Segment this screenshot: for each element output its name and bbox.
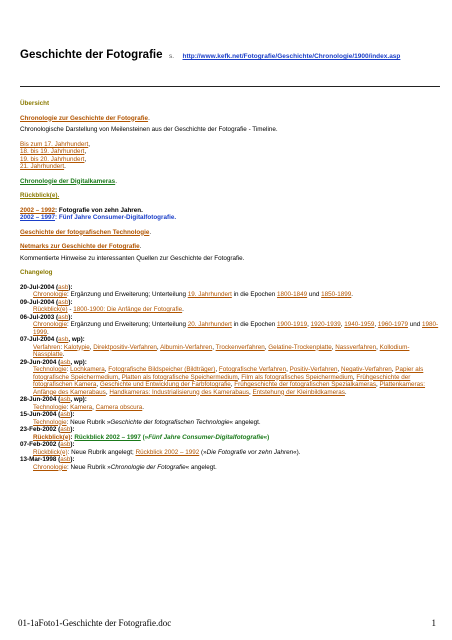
century-link-4[interactable]: 21. Jahrhundert: [20, 163, 65, 170]
changelog-entry: 28-Jun-2004 (asb, wp): Technologie: Kamera, Camera obscura.: [20, 396, 144, 411]
digital-cameras-link[interactable]: Chronologie der Digitalkameras: [20, 177, 116, 185]
page-header: [20, 45, 440, 63]
review-list: 2002 – 1992: Fotografie von zehn Jahren. 2002 – 1997: Fünf Jahre Consumer-Digitalfotografie.: [20, 206, 177, 221]
review-link[interactable]: Rückblick(e).: [20, 192, 60, 199]
title-suffix: s.: [168, 53, 175, 60]
technology-history-link[interactable]: Geschichte der fotografischen Technologie: [20, 228, 150, 236]
century-link-2[interactable]: 18. bis 19. Jahrhundert: [20, 148, 85, 155]
footer-filename: 01-1aFoto1-Geschichte der Fotografie.doc: [18, 618, 172, 628]
changelog-entry: 20-Jul-2004 (asb): Chronologie: Ergänzung und Erweiterung; Unterteilung 19. Jahrhundert in die Epochen 1800-1849 und 1850-1899.: [20, 283, 354, 298]
century-list: Bis zum 17. Jahrhundert, 18. bis 19. Jahrhundert, 19. bis 20. Jahrhundert, 21. Jahrhundert.: [20, 140, 91, 170]
author-link[interactable]: asb: [60, 426, 71, 433]
author-link[interactable]: asb: [58, 298, 69, 306]
author-link[interactable]: asb: [60, 396, 71, 403]
author-link[interactable]: asb: [60, 456, 71, 463]
author-link[interactable]: asb: [58, 336, 69, 343]
review-2002-1997-link[interactable]: 2002 – 1997: [20, 214, 56, 221]
author-link[interactable]: asb: [60, 441, 71, 448]
netmarks-link[interactable]: Netmarks zur Geschichte der Fotografie: [20, 243, 140, 250]
changelog-entry: 29-Jun-2004 (asb, wp): Technologie: Lochkamera, Fotografische Bildspeicher (Bildträger), Fotografische Verfahren, Positiv-Verfahren, Negativ-Verfahren, Papier als fotografische Speichermedium, Platten als fotografische Speichermedium, Film als fotografisches Speichermedium, Frühgeschichte der fotografischen Kamera, Geschichte und Entwicklung der Farbfotografie, Frühgeschichte der fotografischen Spezialkameras, Plattenkameras: Anfänge des Kamerabaus, Handkameras: Industrialisierung des Kamerabaus, Entstehung der Kleinbildkameras.: [20, 358, 426, 396]
page-footer: [18, 618, 436, 628]
century-link-3[interactable]: 19. bis 20. Jahrhundert: [20, 155, 85, 163]
author-link[interactable]: asb: [58, 313, 69, 321]
review-2002-1992-link[interactable]: 2002 – 1992: [20, 206, 56, 214]
changelog-heading: Changelog: [20, 269, 53, 276]
document-body: Übersicht Chronologie zur Geschichte der Fotografie. Chronologische Darstellung von Meilensteinen aus der Geschichte der Fotografie - Timeline. Bis zum 17. Jahrhundert, 18. bis 19. Jahrhundert, 19. bis 20. Jahrhundert, 21. Jahrhundert. Chronologie der Digitalkameras. Rückblick(e). 2002 – 1992: Fotografie von zehn Jahren. 2002 – 1997: Fünf Jahre Consumer-Digitalfotografie. Geschichte der fotografischen Technologie. Netmarks zur Geschichte der Fotografie. Kommentierte Hinweise zu interessanten Quellen zur Geschichte der Fotografie. Changelog 20-Jul-2004 (asb): Chronologie: Ergänzung und Erweiterung; Unterteilung 19. Jahrhundert in die Epochen 1800-1849 und 1850-1899. 09-Jul-2004 (asb): Rückblick(e) - 1800-1900: Die Anfänge der Fotografie. 06-Jul-2003 (asb): Chronologie: Ergänzung und Erweiterung; Unterteilung 20. Jahrhundert in die Epochen 1900-1919, 1920-1939, 1940-1959, 1960-1979 und 1980-1999. 07-Jul-2004 (asb, wp): Verfahren: Kalotypie, Direktpositiv-Verfahren, Albumin-Verfahren, Trockenverfahren, Gelatine-Trockenplatte, Nassverfahren, Kollodium-Nassplatte. 29-Jun-2004 (asb, wp): Technologie: Lochkamera, Fotografische Bildspeicher (Bildträger), Fotografische Verfahren, Positiv-Verfahren, Negativ-Verfahren, Papier als fotografische Speichermedium, Platten als fotografische Speichermedium, Film als fotografisches Speichermedium, Frühgeschichte der fotografischen Kamera, Geschichte und Entwicklung der Farbfotografie, Frühgeschichte der fotografischen Spezialkameras, Plattenkameras: Anfänge des Kamerabaus, Handkameras: Industrialisierung des Kamerabaus, Entstehung der Kleinbildkameras. 28-Jun-2004 (asb, wp): Technologie: Kamera, Camera obscura. 15-Jun-2004 (asb): Technologie: Neue Rubrik »Geschichte der fotografischen Technologie« angelegt. 23-Feb-2002 (asb): Rückblick(e): Rückblick 2002 – 1997 (»Fünf Jahre Consumer-Digitalfotografie«) 07-Feb-2002 (asb): Rückblick(e): Neue Rubrik angelegt; Rückblick 2002 – 1992 (»Die Fotografie vor zehn Jahren«). 13-Mar-1998 (asb): Chronologie: Neue Rubrik »Chronologie der Fotografie« angelegt.: [20, 100, 439, 471]
netmarks-description: Kommentierte Hinweise zu interessanten Quellen zur Geschichte der Fotografie.: [20, 254, 245, 262]
source-url-link[interactable]: http://www.kefk.net/Fotografie/Geschichte/Chronologie/1900/index.asp: [182, 53, 401, 60]
changelog-entry: 23-Feb-2002 (asb): Rückblick(e): Rückblick 2002 – 1997 (»Fünf Jahre Consumer-Digitalfotografie«): [20, 426, 270, 441]
changelog-entry: 15-Jun-2004 (asb): Technologie: Neue Rubrik »Geschichte der fotografischen Technologie« angelegt.: [20, 411, 261, 426]
chronology-description: Chronologische Darstellung von Meilensteinen aus der Geschichte der Fotografie - Timeline.: [20, 126, 278, 133]
overview-heading: Übersicht: [20, 100, 50, 107]
author-link[interactable]: asb: [60, 358, 71, 366]
changelog-entry: 06-Jul-2003 (asb): Chronologie: Ergänzung und Erweiterung; Unterteilung 20. Jahrhundert in die Epochen 1900-1919, 1920-1939, 1940-1959, 1960-1979 und 1980-1999.: [20, 313, 439, 336]
changelog-entry: 13-Mar-1998 (asb): Chronologie: Neue Rubrik »Chronologie der Fotografie« angelegt.: [20, 456, 217, 471]
chronology-link[interactable]: Chronologie zur Geschichte der Fotografie: [20, 114, 149, 122]
century-link-1[interactable]: Bis zum 17. Jahrhundert: [20, 140, 89, 148]
changelog-entry: 09-Jul-2004 (asb): Rückblick(e) - 1800-1900: Die Anfänge der Fotografie.: [20, 298, 184, 313]
header-divider: [20, 86, 440, 87]
changelog-entry: 07-Jul-2004 (asb, wp): Verfahren: Kalotypie, Direktpositiv-Verfahren, Albumin-Verfahren, Trockenverfahren, Gelatine-Trockenplatte, Nassverfahren, Kollodium-Nassplatte.: [20, 336, 410, 358]
author-link[interactable]: asb: [58, 283, 69, 291]
author-link[interactable]: asb: [60, 411, 71, 418]
changelog-list: [20, 284, 440, 472]
changelog-entry: 07-Feb-2002 (asb): Rückblick(e): Neue Rubrik angelegt; Rückblick 2002 – 1992 (»Die Fotografie vor zehn Jahren«).: [20, 441, 301, 456]
page-number: 1: [431, 618, 436, 628]
page-title: Geschichte der Fotografie: [20, 49, 163, 61]
